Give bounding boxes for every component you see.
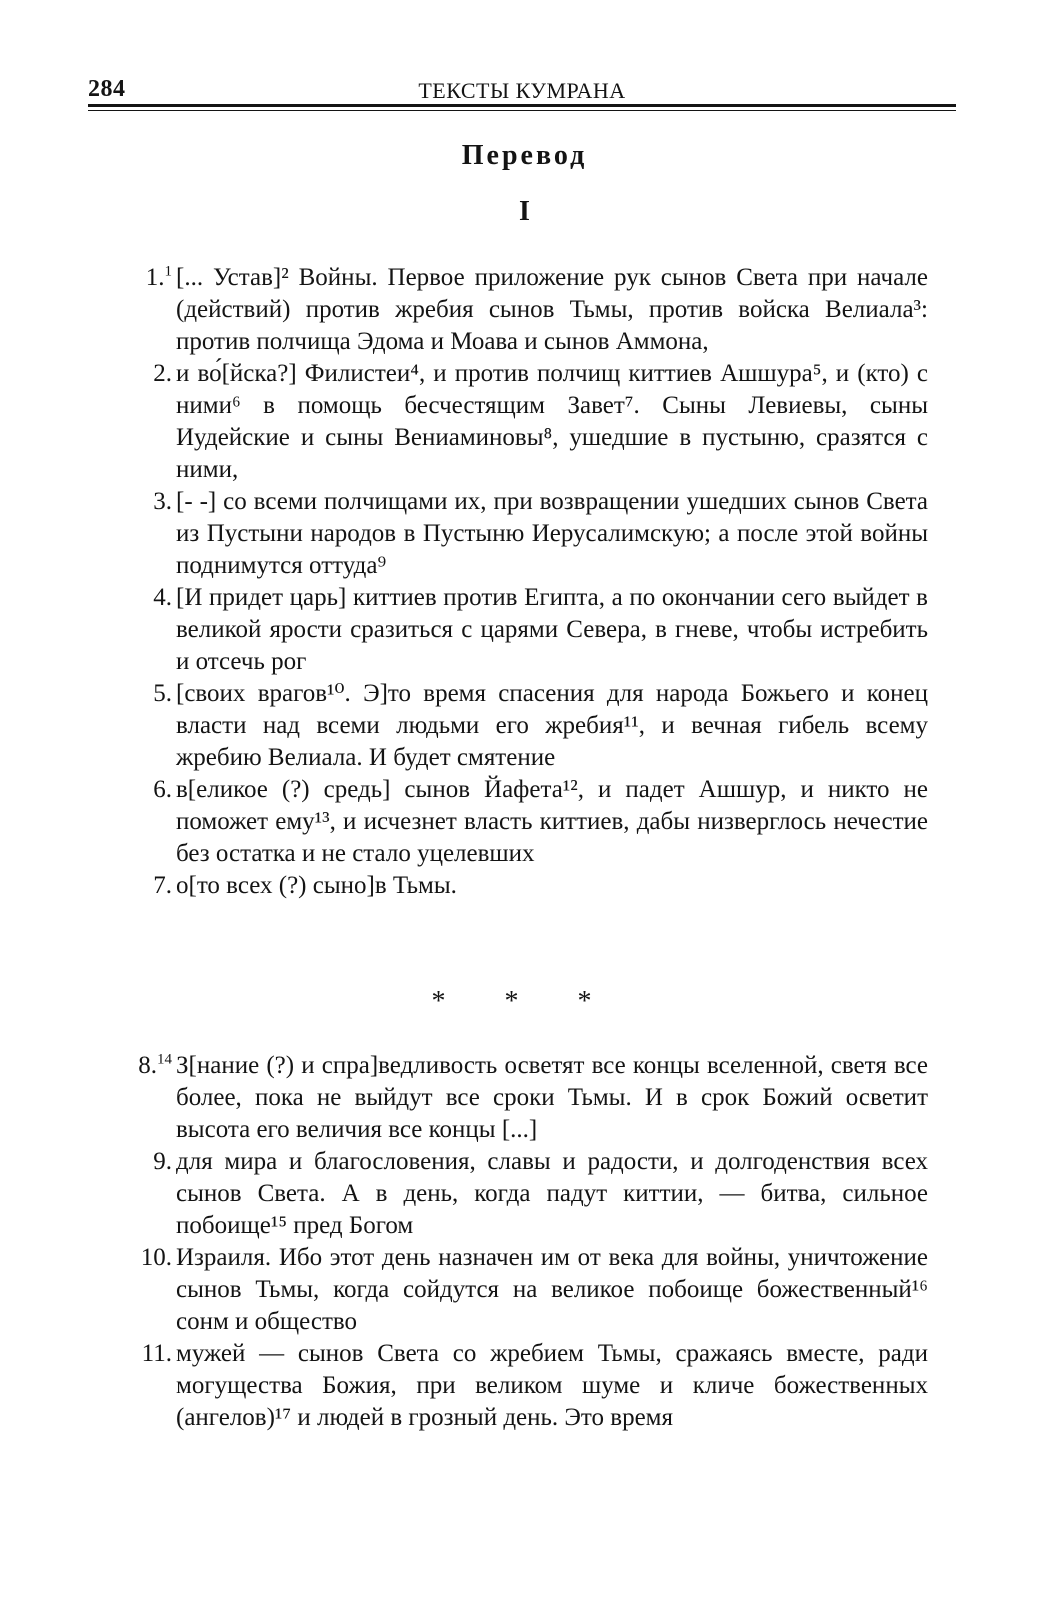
verse-number: 10. (140, 1244, 172, 1271)
verse-text: для мира и благословения, славы и радости, и долгоденствия всех сынов Света. А в день, когда падут киттии, — битва, сильное побоище¹⁵ пред Богом (176, 1148, 928, 1239)
verse-list-second (128, 1050, 928, 1434)
verse-list-first (128, 262, 928, 902)
verse-text: мужей — сынов Света со жребием Тьмы, сражаясь вместе, ради могущества Божия, при великом шуме и кличе божественных (ангелов)¹⁷ и людей в грозный день. Это время (176, 1340, 928, 1431)
verse-4 (128, 582, 928, 678)
verse-number: 11. (141, 1340, 172, 1367)
verse-9 (128, 1146, 928, 1242)
verse-text: [своих врагов¹⁰. Э]то время спасения для народа Божьего и конец власти над всеми людьми его жребия¹¹, и вечная гибель всему жребию Велиала. И будет смятение (176, 680, 928, 771)
verse-5 (128, 678, 928, 774)
page-number: 284 (88, 76, 126, 102)
verse-text: о[то всех (?) сыно]в Тьмы. (176, 872, 457, 899)
verse-number: 8.14 (138, 1051, 172, 1079)
running-title: ТЕКСТЫ КУМРАНА (418, 78, 626, 103)
verse-1 (128, 262, 928, 358)
asterism-separator: * * * (431, 986, 618, 1017)
verse-7 (128, 870, 928, 902)
verse-text: Израиля. Ибо этот день назначен им от века для войны, уничтожение сынов Тьмы, когда сойдутся на великое побоище божественный¹⁶ сонм и общество (176, 1244, 928, 1335)
verse-2 (128, 358, 928, 486)
verse-number: 2. (153, 360, 172, 387)
verse-number: 6. (153, 776, 172, 803)
verse-3 (128, 486, 928, 582)
verse-number: 5. (153, 680, 172, 707)
verse-number: 4. (153, 584, 172, 611)
running-head (88, 76, 956, 106)
verse-11 (128, 1338, 928, 1434)
verse-text: в[еликое (?) средь] сынов Йафета¹², и падет Ашшур, и никто не поможет ему¹³, и исчезнет власть киттиев, дабы низверглось нечестие без остатка и не стало уцелевших (176, 776, 928, 867)
header-rule-thin (88, 110, 956, 111)
verse-10 (128, 1242, 928, 1338)
verse-text: [... Устав]² Войны. Первое приложение рук сынов Света при начале (действий) против жребия сынов Тьмы, против войска Велиала³: против полчища Эдома и Моава и сынов Аммона, (176, 264, 928, 355)
header-rule-thick (88, 104, 956, 107)
verse-text: [- -] со всеми полчищами их, при возвращении ушедших сынов Света из Пустыни народов в Пустыню Иерусалимскую; а после этой войны поднимутся оттуда⁹ (176, 488, 928, 579)
verse-number: 7. (153, 872, 172, 899)
verse-8 (128, 1050, 928, 1146)
verse-text: [И придет царь] киттиев против Египта, а по окончании сего выйдет в великой ярости сразиться с царями Севера, в гневе, чтобы истребить и отсечь рог (176, 584, 928, 675)
verse-number: 3. (153, 488, 172, 515)
part-number: I (519, 196, 530, 227)
verse-number: 9. (153, 1148, 172, 1175)
verse-text: З[нание (?) и спра]ведливость осветят все концы вселенной, светя все более, пока не выйдут все сроки Тьмы. И в срок Божий осветит высота его величия все концы [...] (176, 1052, 928, 1143)
verse-text: и во́[йска?] Филистеи⁴, и против полчищ киттиев Ашшура⁵, и (кто) с ними⁶ в помощь бесчестящим Завет⁷. Сыны Левиевы, сыны Иудейские и сыны Вениаминовы⁸, ушедшие в пустыню, сразятся с ними, (176, 360, 928, 483)
verse-number: 1.$^1$ (145, 263, 172, 291)
verse-6 (128, 774, 928, 870)
section-title: Перевод (461, 140, 588, 171)
